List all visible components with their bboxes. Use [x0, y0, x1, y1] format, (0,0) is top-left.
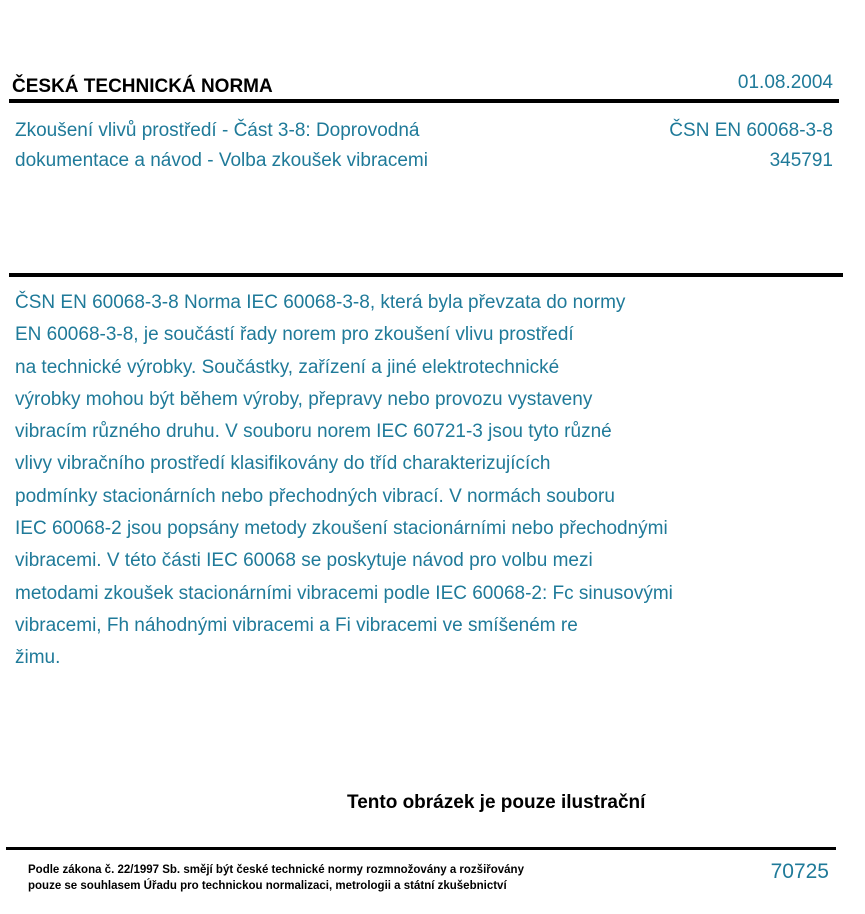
abstract-line: vibracemi. V této části IEC 60068 se poskytuje návod pro volbu mezi: [15, 550, 593, 572]
abstract-line: ČSN EN 60068-3-8 Norma IEC 60068-3-8, která byla převzata do normy: [15, 292, 626, 313]
legal-notice-line: pouze se souhlasem Úřadu pro technickou normalizaci, metrologii a státní zkušebnictví: [28, 880, 507, 892]
abstract-line: IEC 60068-2 jsou popsány metody zkoušení stacionárními nebo přechodnými: [15, 518, 668, 540]
legal-notice-line: Podle zákona č. 22/1997 Sb. smějí být české technické normy rozmnožovány a rozšiřovány: [28, 864, 524, 876]
abstract-line: EN 60068-3-8, je součástí řady norem pro zkoušení vlivu prostředí: [15, 324, 574, 346]
abstract-line: žimu.: [15, 647, 61, 669]
legal-notice: [28, 862, 524, 894]
document-title: ČESKÁ TECHNICKÁ NORMA: [12, 76, 273, 97]
abstract-line: podmínky stacionárních nebo přechodných vibrací. V normách souboru: [15, 485, 615, 507]
abstract-line: vibracemi, Fh náhodnými vibracemi a Fi vibracemi ve smíšeném re: [15, 614, 578, 636]
abstract-text: [15, 287, 673, 675]
publication-date: 01.08.2004: [737, 72, 833, 93]
footer-divider: [6, 847, 836, 850]
document-number: 70725: [770, 860, 829, 883]
header-divider: [9, 99, 839, 103]
abstract-line: výrobky mohou být během výroby, přepravy nebo provozu vystaveny: [15, 388, 593, 410]
abstract-line: vibracím různého druhu. V souboru norem IEC 60721-3 jsou tyto různé: [15, 421, 612, 443]
standard-identifiers: [669, 116, 833, 176]
standard-number: ČSN EN 60068-3-8: [669, 120, 833, 141]
subtitle-line: dokumentace a návod - Volba zkoušek vibracemi: [15, 150, 428, 171]
subtitle-line: Zkoušení vlivů prostředí - Část 3-8: Doprovodná: [15, 120, 420, 141]
abstract-line: metodami zkoušek stacionárními vibracemi podle IEC 60068-2: Fc sinusovými: [15, 582, 673, 604]
abstract-line: na technické výrobky. Součástky, zařízení a jiné elektrotechnické: [15, 356, 560, 378]
section-divider: [9, 273, 843, 277]
illustration-note: Tento obrázek je pouze ilustrační: [347, 792, 646, 813]
standard-subtitle: [15, 116, 575, 176]
abstract-line: vlivy vibračního prostředí klasifikovány do tříd charakterizujících: [15, 453, 551, 475]
classification-code: 345791: [769, 150, 833, 171]
